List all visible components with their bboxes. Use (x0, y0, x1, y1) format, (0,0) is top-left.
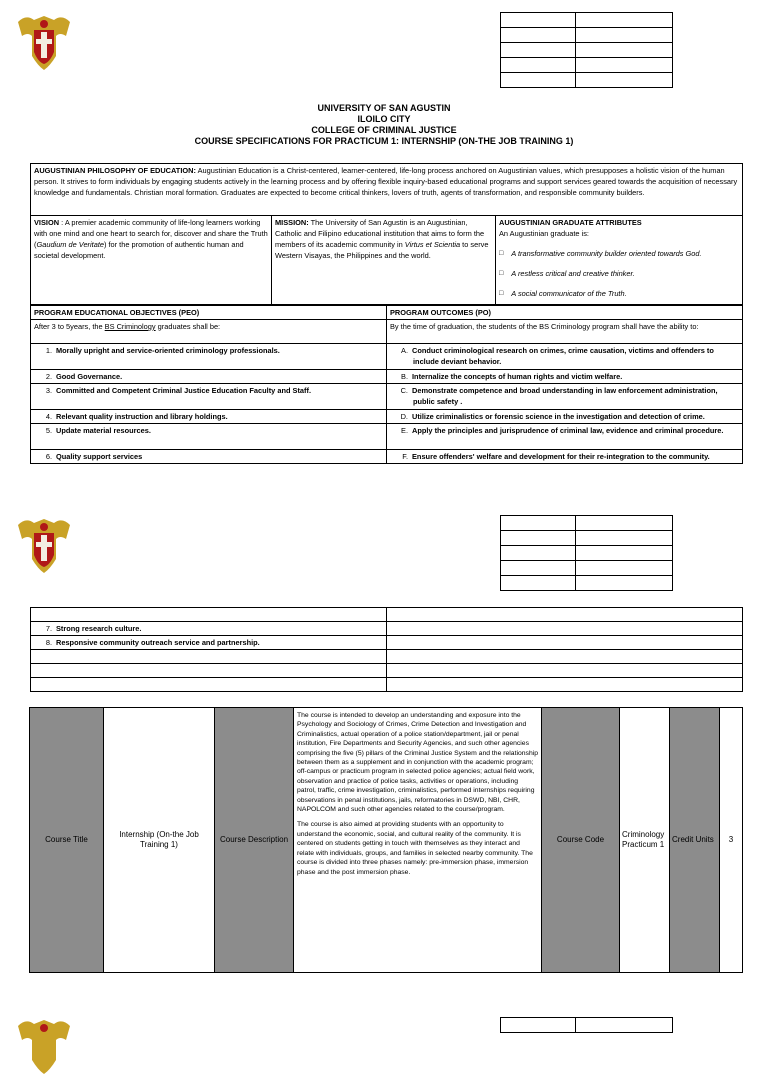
peo-item: 7. Strong research culture. (31, 622, 387, 636)
po-header: PROGRAM OUTCOMES (PO) (387, 306, 743, 320)
checkbox-icon: □ (499, 290, 504, 297)
course-code-label: Course Code (542, 708, 620, 973)
philosophy-label: AUGUSTINIAN PHILOSOPHY OF EDUCATION: (34, 166, 196, 175)
philosophy-cell (31, 164, 743, 216)
peo-item: 8. Responsive community outreach service and partnership. (31, 636, 387, 650)
document-control-box (500, 12, 673, 88)
peo-item: 6. Quality support services (31, 450, 387, 464)
document-control-box (500, 515, 673, 591)
college-name: COLLEGE OF CRIMINAL JUSTICE (311, 125, 457, 135)
course-code-value: Criminology Practicum 1 (620, 708, 670, 973)
po-item: C. Demonstrate competence and broad understanding in law enforcement administration, public safety . (387, 384, 743, 410)
document-control-box (500, 1017, 673, 1033)
peo-item: 5. Update material resources. (31, 424, 387, 450)
po-item: A. Conduct criminological research on crimes, crime causation, victims and offenders to include deviant behavior. (387, 344, 743, 370)
po-item: F. Ensure offenders' welfare and development for their re-integration to the community. (387, 450, 743, 464)
peo-item: 1. Morally upright and service-oriented criminology professionals. (31, 344, 387, 370)
city-name: ILOILO CITY (357, 114, 411, 124)
university-seal-logo (16, 12, 72, 72)
credit-units-value: 3 (720, 708, 743, 973)
university-seal-logo (16, 515, 72, 575)
peo-po-table (30, 305, 743, 464)
peo-item: 2. Good Governance. (31, 370, 387, 384)
checkbox-icon: □ (499, 250, 504, 257)
philosophy-text: Augustinian Education is a Christ-centered, learner-centered, life-long process anchored on Augustinian values, which presupposes a holistic vision of the human person. It strives to form individuals by engaging students actively in the learning process and by offering flexible inquiry-based educational programs and support services geared towards the acquisition of necessary knowledge and fundamentals. Christian moral formation. Graduates are expected to become critical thinkers, lovers of truth, agents of transformation, and responsible community builders. (34, 166, 738, 197)
peo-item: 4. Relevant quality instruction and library holdings. (31, 410, 387, 424)
mission-label: MISSION: (275, 218, 309, 227)
list-item: □ A restless critical and creative thinker. (499, 269, 635, 278)
course-title-label: Course Title (30, 708, 104, 973)
peo-item: 3. Committed and Competent Criminal Justice Education Faculty and Staff. (31, 384, 387, 410)
course-info-table (29, 707, 743, 973)
document-header (0, 103, 768, 147)
philosophy-table (30, 163, 743, 305)
graduate-attributes-cell (496, 216, 743, 305)
course-description-label: Course Description (215, 708, 294, 973)
vision-cell: VISION : A premier academic community of life-long learners working with one mind and one heart to search for, discover and share the Truth (Gaudium de Veritate) for the promotion of authentic human and societal development. (31, 216, 272, 305)
peo-header: PROGRAM EDUCATIONAL OBJECTIVES (PEO) (31, 306, 387, 320)
graduate-attributes-intro: An Augustinian graduate is: (499, 229, 589, 238)
credit-units-label: Credit Units (670, 708, 720, 973)
peo-intro: After 3 to 5years, the BS Criminology graduates shall be: (31, 320, 387, 344)
university-seal-logo (16, 1016, 72, 1076)
list-item: □ A social communicator of the Truth. (499, 289, 627, 298)
po-intro: By the time of graduation, the students of the BS Criminology program shall have the ability to: (387, 320, 743, 344)
graduate-attributes-label: AUGUSTINIAN GRADUATE ATTRIBUTES (499, 218, 642, 227)
university-name: UNIVERSITY OF SAN AGUSTIN (317, 103, 451, 113)
peo-continued-table (30, 607, 743, 692)
vision-label: VISION (34, 218, 60, 227)
list-item: □ A transformative community builder oriented towards God. (499, 249, 702, 258)
checkbox-icon: □ (499, 270, 504, 277)
po-item: D. Utilize criminalistics or forensic science in the investigation and detection of crime. (387, 410, 743, 424)
course-description-value: The course is intended to develop an understanding and exposure into the Psychology and Sociology of Crimes, Crime Detection and Investigation and Criminalistics, actual operation of a police station/department, jail or penal institution, Fire Departments and Security Agencies, and such other agencies comprising the five (5) pillars of the Criminal Justice System and the relationship between them as a supplement and in conjunction with the academic program; off-campus or practicum program in selected police agencies; actual field work, observation and practice of police tasks, activities or operations, including patrol, traffic, crime investigation, criminalistics, performed internships requiring observations in penal institutions, jails, reformatories in DSWD, NBI, CHR, NAPOLCOM and such other agencies related to the course/program. The course is also aimed at providing students with an opportunity to understand the economic, social, and cultural reality of the community. It is centered on students getting in touch with themselves as they interact and relate with individuals, groups, and families in selected nearby community. The course is divided into three phases namely: pre-immersion phase, immersion phase and the post immersion phase. (294, 708, 542, 973)
mission-cell: MISSION: The University of San Agustin is an Augustinian, Catholic and Filipino educational institution that aims to form the members of its academic community in Virtus et Scientia to serve Western Visayas, the Philippines and the world. (272, 216, 496, 305)
course-spec-title: COURSE SPECIFICATIONS FOR PRACTICUM 1: INTERNSHIP (ON-THE JOB TRAINING 1) (194, 136, 574, 146)
course-title-value: Internship (On-the Job Training 1) (104, 708, 215, 973)
po-item: E. Apply the principles and jurisprudence of criminal law, evidence and criminal procedure. (387, 424, 743, 450)
po-item: B. Internalize the concepts of human rights and victim welfare. (387, 370, 743, 384)
